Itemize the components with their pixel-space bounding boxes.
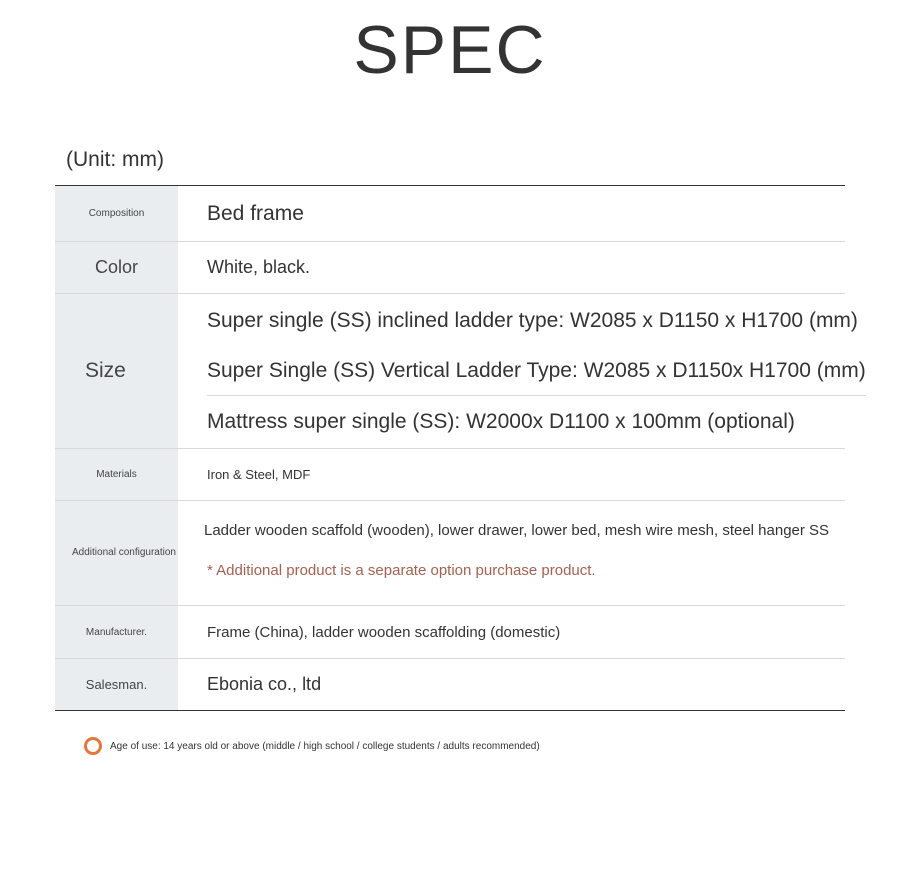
spec-label-salesman: Salesman. [55, 659, 178, 710]
spec-value-salesman: Ebonia co., ltd [207, 674, 322, 694]
spec-label-composition: Composition [55, 186, 178, 241]
spec-row-size [55, 294, 866, 449]
additional-config-text: Ladder wooden scaffold (wooden), lower drawer, lower bed, mesh wire mesh, steel hanger SS [204, 521, 830, 539]
spec-value-composition: Bed frame [207, 201, 304, 225]
age-notice-text: Age of use: 14 years old or above (middle / high school / college students / adults recommended) [110, 740, 540, 752]
spec-row-additional [55, 501, 845, 606]
spec-table [55, 185, 866, 711]
spec-row-materials [55, 449, 845, 501]
spec-row-composition [55, 186, 845, 242]
spec-value-additional [178, 501, 845, 605]
spec-label-color: Color [55, 242, 178, 293]
spec-row-color [55, 242, 845, 294]
spec-label-manufacturer: Manufacturer. [55, 606, 178, 658]
spec-label-materials: Materials [55, 449, 178, 500]
spec-value-manufacturer: Frame (China), ladder wooden scaffolding (domestic) [207, 623, 561, 641]
additional-note: * Additional product is a separate option purchase product. [207, 561, 596, 579]
size-line: Mattress super single (SS): W2000x D1100 x 100mm (optional) [207, 395, 866, 448]
spec-row-salesman [55, 659, 845, 710]
size-line: Super Single (SS) Vertical Ladder Type: W2085 x D1150x H1700 (mm) [207, 359, 866, 382]
spec-label-size: Size [55, 294, 178, 448]
spec-value-size [178, 294, 866, 448]
unit-label: (Unit: mm) [66, 148, 164, 171]
circle-bullet-icon [84, 737, 102, 755]
spec-value-color: White, black. [207, 257, 311, 277]
spec-value-materials: Iron & Steel, MDF [207, 467, 311, 482]
page-title: SPEC [353, 12, 547, 88]
size-line: Super single (SS) inclined ladder type: W2085 x D1150 x H1700 (mm) [207, 308, 858, 332]
age-notice [84, 737, 540, 755]
spec-row-manufacturer [55, 606, 845, 659]
spec-label-additional: Additional configuration [55, 501, 178, 605]
